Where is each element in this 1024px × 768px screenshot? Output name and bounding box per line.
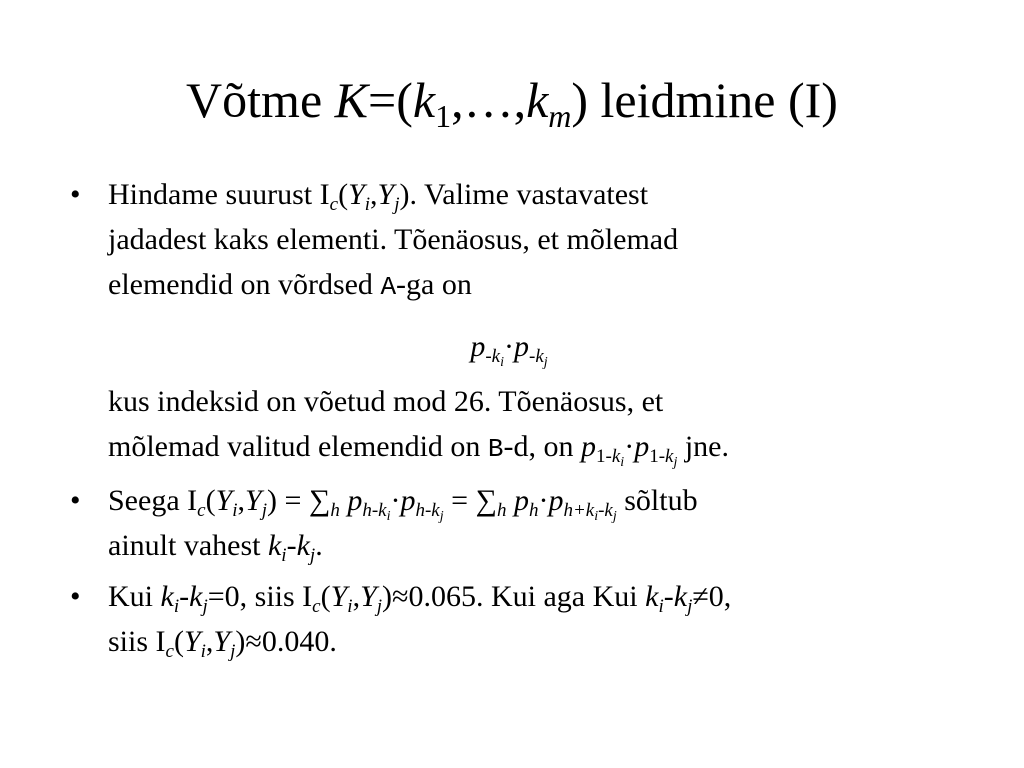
bullet-marker: • bbox=[70, 580, 81, 613]
slide-title: Võtme $K=(k_1,\dots,k_m)$ leidmine (I) bbox=[186, 72, 838, 134]
bullet-item-3 bbox=[70, 574, 970, 664]
bullet-1-line-2: jadadest kaks elementi. Tõenäosus, et mõlemad bbox=[108, 223, 679, 256]
bullet-2-line-2: ainult vahest $k_i-k_j$. bbox=[108, 529, 323, 566]
bullet-3-line-1: Kui $k_i-k_j=0$, siis $I_c(Y_i,Y_j)\approx 0.065$. Kui aga Kui $k_i-k_j\ne 0$, bbox=[108, 580, 732, 617]
slide-body bbox=[70, 172, 970, 670]
bullet-marker: • bbox=[70, 178, 81, 211]
bullet-item-2 bbox=[70, 478, 970, 568]
sum-symbol: ∑ bbox=[475, 484, 497, 517]
letter-a: A bbox=[380, 272, 397, 302]
bullet-1-line-4: kus indeksid on võetud mod 26. Tõenäosus, et bbox=[108, 385, 664, 418]
bullet-1-line-3: elemendid on võrdsed A-ga on bbox=[108, 268, 472, 302]
bullet-marker: • bbox=[70, 484, 81, 517]
sum-symbol: ∑ bbox=[308, 484, 331, 517]
probability-formula: $p_{-k_i}\cdot p_{-k_j}$ bbox=[470, 330, 548, 370]
bullet-3-line-2: siis $I_c(Y_i,Y_j)\approx 0.040$. bbox=[108, 625, 337, 662]
bullet-1-line-1: Hindame suurust $I_c(Y_i,Y_j)$. Valime vastavatest bbox=[108, 178, 649, 215]
letter-b: B bbox=[487, 434, 504, 464]
bullet-item-1 bbox=[70, 172, 970, 472]
bullet-2-line-1: Seega $I_c(Y_i,Y_j) = \sum_h$ $p_{h-k_i}\cdot p_{h-k_j} = \sum_h$ $p_h\cdot p_{h+k_i-k_j}$ sõltub bbox=[108, 484, 698, 524]
bullet-1-line-5: mõlemad valitud elemendid on B-d, on $p_{1-k_i}\cdot p_{1-k_j}$ jne. bbox=[108, 430, 729, 470]
